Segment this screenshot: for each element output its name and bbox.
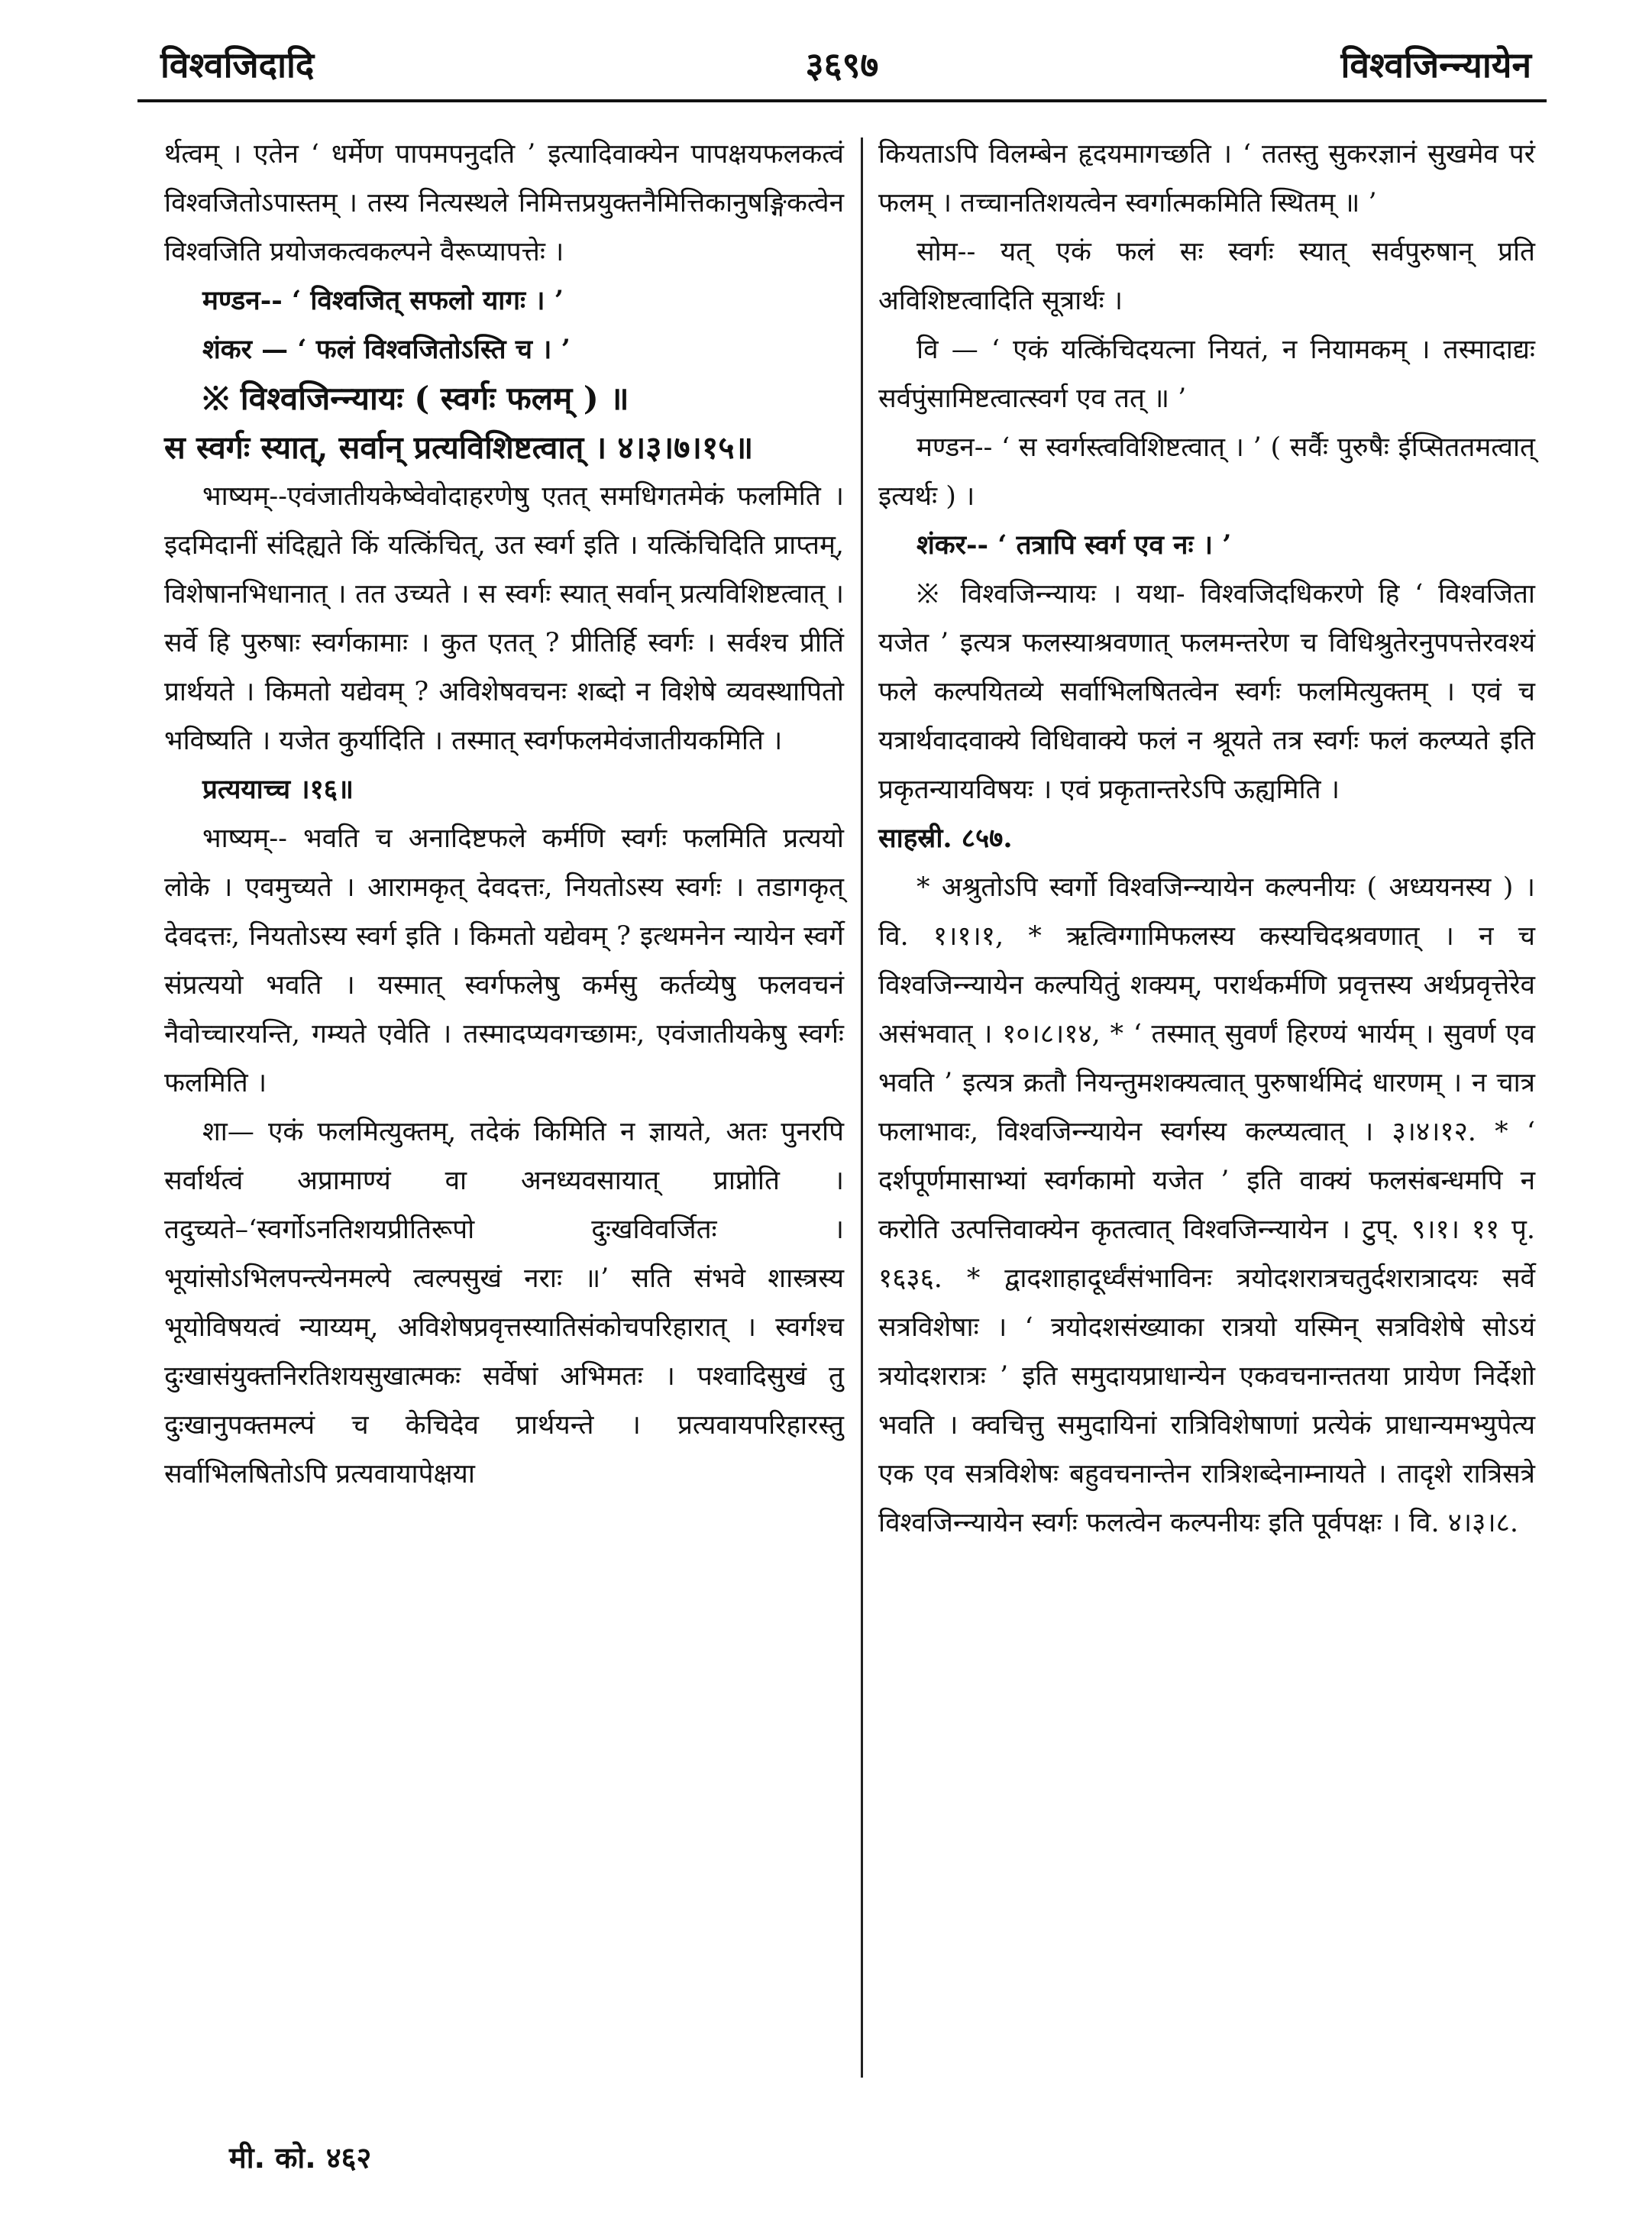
header-right-title: विश्वजिन्न्यायेन [1340,44,1531,86]
left-sutra: प्रत्ययाच्च ।१६॥ [202,774,354,805]
left-paragraph: भाष्यम्--एवंजातीयकेष्वेवोदाहरणेषु एतत् समधिगतमेकं फलमिति । इदमिदानीं संदिह्यते किं यत्किंचित्, उत स्वर्ग इति । यत्किंचिदिति प्राप्तम्, विशेषानभिधानात् । तत उच्यते । स स्वर्गः स्यात् सर्वान् प्रत्यविशिष्टत्वात् । सर्वे हि पुरुषाः स्वर्गकामाः । कुत एतत् ? प्रीतिर्हि स्वर्गः । सर्वश्च प्रीतिं प्रार्थयते । किमतो यद्येवम् ? अविशेषवचनः शब्दो न विशेषे व्यवस्थापितो भविष्यति । यजेत कुर्यादिति । तस्मात् स्वर्गफलमेवंजातीयकमिति । [164,481,844,756]
right-paragraph: * अश्रुतोऽपि स्वर्गो विश्वजिन्न्यायेन कल्पनीयः ( अध्ययनस्य ) । वि. १।१।१, * ऋत्विग्गामिफलस्य कस्यचिदश्रवणात् । न च विश्वजिन्न्यायेन कल्पयितुं शक्यम्, परार्थकर्मणि प्रवृत्तस्य अर्थप्रवृत्तेरेव असंभवात् । १०।८।१४, * ‘ तस्मात् सुवर्णं हिरण्यं भार्यम् । सुवर्ण एव भवति ’ इत्यत्र क्रतौ नियन्तुमशक्यत्वात् पुरुषार्थमिदं धारणम् । न चात्र फलाभावः, विश्वजिन्न्यायेन स्वर्गस्य कल्प्यत्वात् । ३।४।१२. * ‘ दर्शपूर्णमासाभ्यां स्वर्गकामो यजेत ’ इति वाक्यं फलसंबन्धमपि न करोति उत्पत्तिवाक्येन कृतत्वात् विश्वजिन्न्यायेन । टुप्. ९।१। ११ पृ. १६३६. * द्वादशाहादूर्ध्वंसंभाविनः त्रयोदशरात्रचतुर्दशरात्रादयः सर्वे सत्रविशेषाः । ‘ त्रयोदशसंख्याका रात्रयो यस्मिन् सत्रविशेषे सोऽयं त्रयोदशरात्रः ’ इति समुदायप्राधान्येन एकवचनान्ततया प्रायेण निर्देशो भवति । क्वचित्तु समुदायिनां रात्रिविशेषाणां प्रत्येकं प्राधान्यमभ्युपेत्य एक एव सत्रविशेषः बहुवचनान्तेन रात्रिशब्देनाम्नायते । तादृशे रात्रिसत्रे विश्वजिन्न्यायेन स्वर्गः फलत्वेन कल्पनीयः इति पूर्वपक्षः । वि. ४।३।८. [878,872,1535,1538]
right-paragraph: मण्डन-- ‘ स स्वर्गस्त्वविशिष्टत्वात् । ’ ( सर्वैः पुरुषैः ईप्सिततमत्वात् इत्यर्थः ) । [878,432,1535,512]
left-paragraph: भाष्यम्-- भवति च अनादिष्टफले कर्मणि स्वर्गः फलमिति प्रत्ययो लोके । एवमुच्यते । आरामकृत् देवदत्तः, नियतोऽस्य स्वर्गः । तडागकृत् देवदत्तः, नियतोऽस्य स्वर्ग इति । किमतो यद्येवम् ? इत्थमनेन न्यायेन स्वर्गे संप्रत्ययो भवति । यस्मात् स्वर्गफलेषु कर्मसु कर्तव्येषु फलवचनं नैवोच्चारयन्ति, गम्यते एवेति । तस्मादप्यवगच्छामः, एवंजातीयकेषु स्वर्गः फलमिति । [164,823,844,1098]
right-paragraph: शंकर-- ‘ तत्रापि स्वर्ग एव नः । ’ [917,529,1232,561]
right-paragraph: कियताऽपि विलम्बेन हृदयमागच्छति । ‘ ततस्तु सुकरज्ञानं सुखमेव परं फलम् । तच्चानतिशयत्वेन स्वर्गात्मकमिति स्थितम् ॥ ’ [878,139,1535,218]
column-divider [861,137,863,2078]
left-paragraph: मण्डन-- ‘ विश्वजित् सफलो यागः । ’ [202,285,564,316]
right-citation: साहस्री. ८५७. [878,823,1013,854]
right-paragraph: वि — ‘ एकं यत्किंचिदयत्ना नियतं, न नियामकम् । तस्मादाद्यः सर्वपुंसामिष्टत्वात्स्वर्ग एव तत् ॥ ’ [878,335,1535,414]
header-rule [137,99,1547,102]
page-header [137,31,1547,99]
left-paragraph: शा— एकं फलमित्युक्तम्, तदेकं किमिति न ज्ञायते, अतः पुनरपि सर्वार्थत्वं अप्रामाण्यं वा अनध्यवसायात् प्राप्नोति । तदुच्यते–‘स्वर्गोऽनतिशयप्रीतिरूपो दुःखविवर्जितः । भूयांसोऽभिलपन्त्येनमल्पे त्वल्पसुखं नराः ॥’ सति संभवे शास्त्रस्य भूयोविषयत्वं न्याय्यम्, अविशेषप्रवृत्तस्यातिसंकोचपरिहारात् । स्वर्गश्च दुःखासंयुक्तनिरतिशयसुखात्मकः सर्वेषां अभिमतः । पश्वादिसुखं तु दुःखानुपक्तमल्पं च केचिदेव प्रार्थयन्ते । प्रत्यवायपरिहारस्तु सर्वाभिलषितोऽपि प्रत्यवायापेक्षया [164,1117,844,1489]
left-paragraph: र्थत्वम् । एतेन ‘ धर्मेण पापमपनुदति ’ इत्यादिवाक्येन पापक्षयफलकत्वं विश्वजितोऽपास्तम् । तस्य नित्यस्थले निमित्तप्रयुक्तनैमित्तिकानुषङ्गिकत्वेन विश्वजिति प्रयोजकत्वकल्पने वैरूप्यापत्तेः । [164,139,844,267]
left-paragraph: शंकर — ‘ फलं विश्वजितोऽस्ति च । ’ [202,334,571,365]
right-paragraph: ※ विश्वजिन्न्यायः । यथा- विश्वजिदधिकरणे हि ‘ विश्वजिता यजेत ’ इत्यत्र फलस्याश्रवणात् फलमन्तरेण च विधिश्रुतेरनुपपत्तेरवश्यं फले कल्पयितव्ये सर्वाभिलषितत्वेन स्वर्गः फलमित्युक्तम् । एवं च यत्रार्थवादवाक्ये विधिवाक्ये फलं न श्रूयते तत्र स्वर्गः फलं कल्प्यते इति प्रकृतन्यायविषयः । एवं प्रकृतान्तरेऽपि ऊह्यमिति । [878,579,1535,805]
left-sutra: स स्वर्गः स्यात्, सर्वान् प्रत्यविशिष्टत्वात् । ४।३।७।१५॥ [164,429,754,466]
right-paragraph: सोम-- यत् एकं फलं सः स्वर्गः स्यात् सर्वपुरुषान् प्रति अविशिष्टत्वादिति सूत्रार्थः । [878,237,1535,316]
page-number: ३६९७ [805,44,879,86]
left-column [164,130,844,1499]
left-heading: ※ विश्वजिन्न्यायः ( स्वर्गः फलम् ) ॥ [202,380,629,417]
right-column [878,130,1535,1548]
header-left-title: विश्वजिदादि [160,44,315,86]
page-footer: मी. को. ४६२ [229,2141,372,2175]
